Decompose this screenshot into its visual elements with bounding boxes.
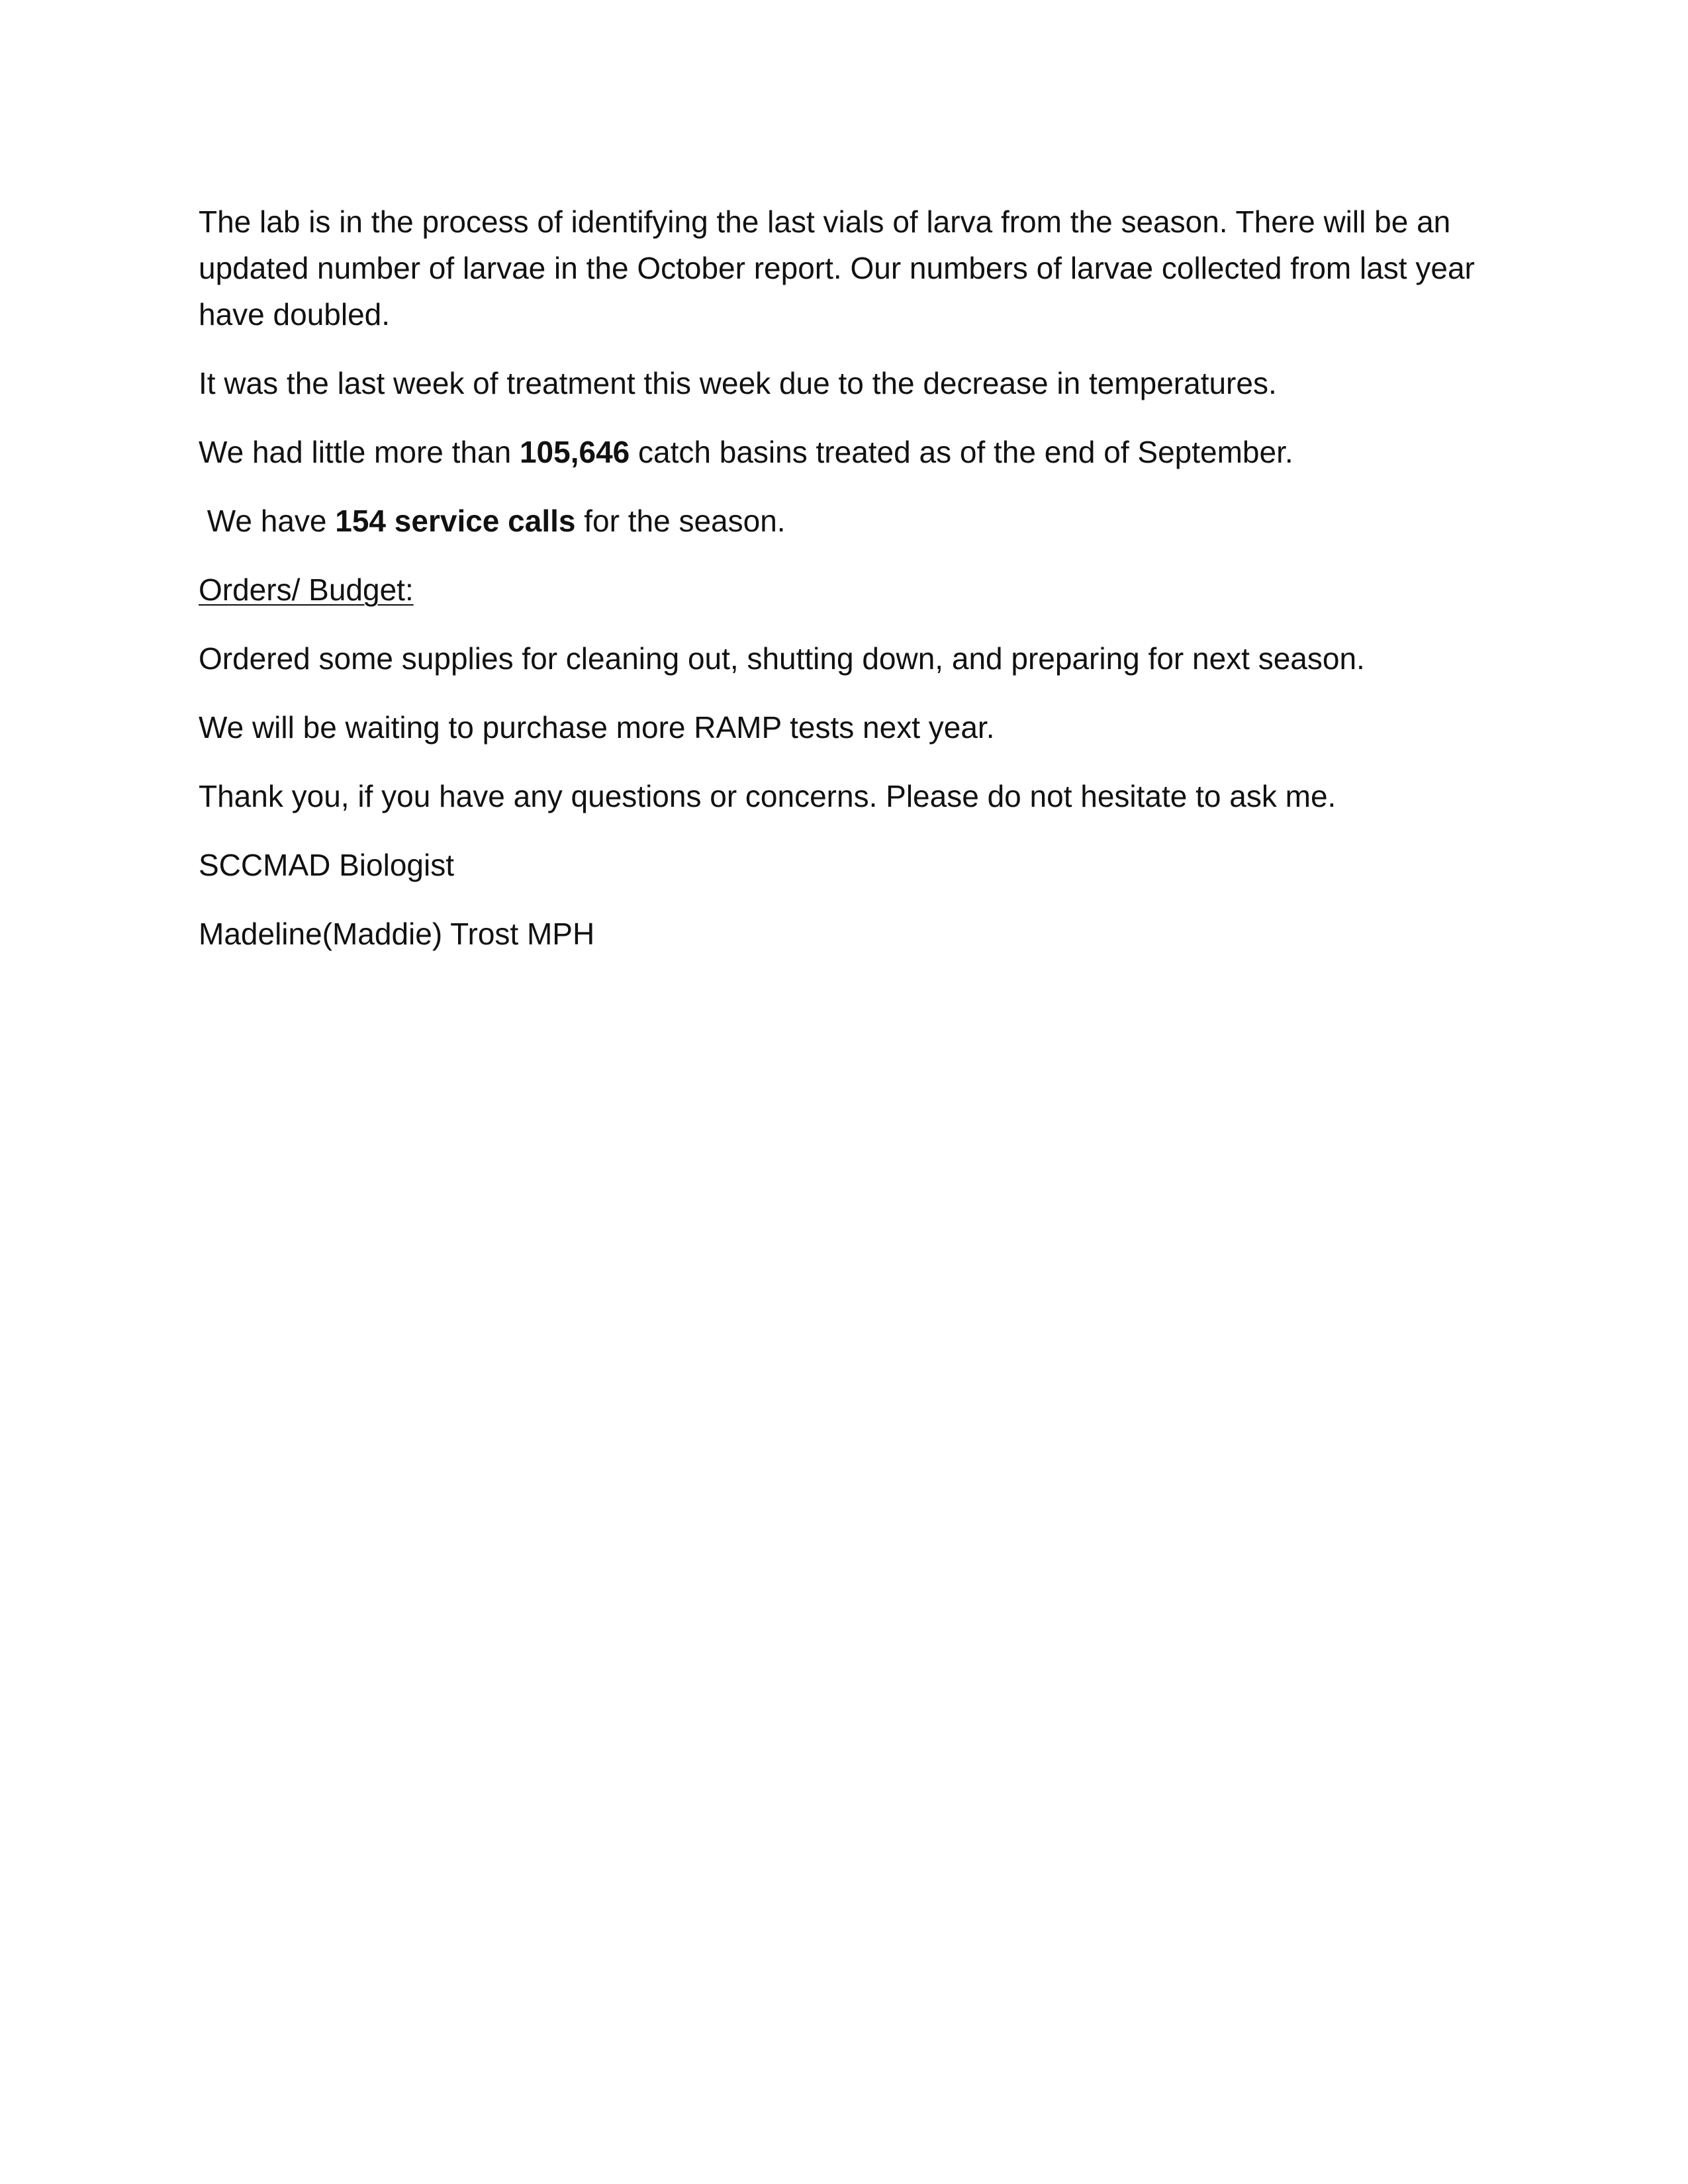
signature-title: SCCMAD Biologist — [199, 848, 454, 882]
service-calls-count: 154 service calls — [335, 504, 576, 538]
larvae-update-paragraph: The lab is in the process of identifying the last vials of larva from the season. There will be an updated number of larvae in the October report. Our numbers of larvae collected from last year have doubled. — [199, 205, 1475, 332]
supplies-paragraph: Ordered some supplies for cleaning out, shutting down, and preparing for next season. — [199, 641, 1365, 676]
signature-name: Madeline(Maddie) Trost MPH — [199, 917, 595, 951]
service-calls-text-after: for the season. — [575, 504, 786, 538]
closing-paragraph: Thank you, if you have any questions or concerns. Please do not hesitate to ask me. — [199, 779, 1336, 813]
catch-basins-paragraph — [199, 429, 1489, 475]
catch-basins-text-before: We had little more than — [199, 435, 520, 469]
orders-budget-heading: Orders/ Budget: — [199, 572, 414, 607]
catch-basins-text-after: catch basins treated as of the end of September. — [630, 435, 1293, 469]
ramp-tests-paragraph: We will be waiting to purchase more RAMP tests next year. — [199, 710, 995, 745]
document-body — [199, 199, 1489, 979]
treatment-end-paragraph: It was the last week of treatment this week due to the decrease in temperatures. — [199, 366, 1277, 400]
orders-budget-heading-paragraph — [199, 567, 1489, 613]
catch-basins-count: 105,646 — [519, 435, 630, 469]
service-calls-paragraph — [199, 498, 1489, 544]
service-calls-text-before: We have — [199, 504, 336, 538]
